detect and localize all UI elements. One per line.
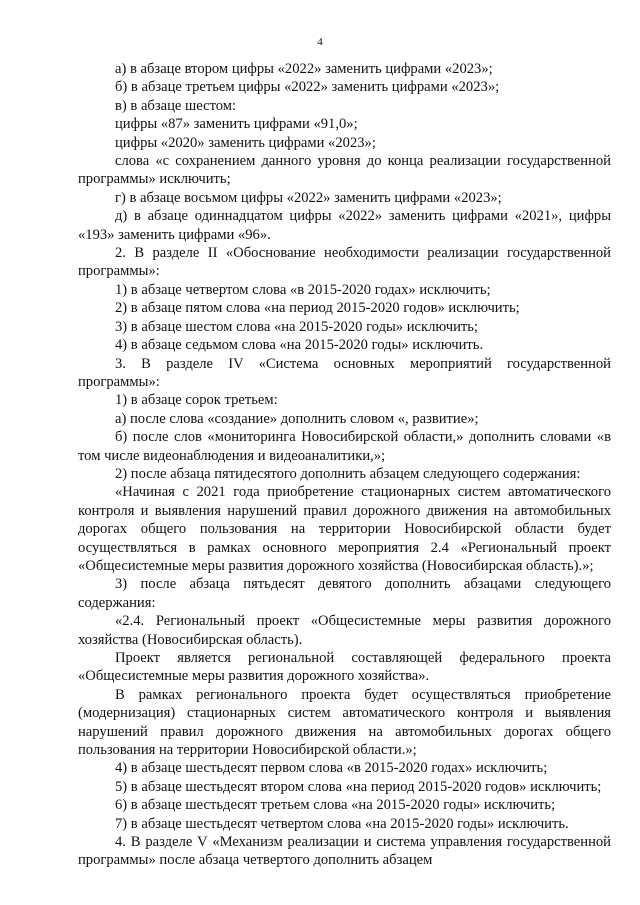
paragraph: 4) в абзаце шестьдесят первом слова «в 2015-2020 годах» исключить; [115, 760, 548, 777]
paragraph: 1) в абзаце четвертом слова «в 2015-2020 годах» исключить; [115, 281, 491, 298]
paragraph: 7) в абзаце шестьдесят четвертом слова «на 2015-2020 годы» исключить. [115, 815, 569, 832]
paragraph: «Начиная с 2021 года приобретение стационарных систем автоматического контроля и выявления нарушений правил дорожного движения на автомобильных дорогах общего пользования на территории Новосибирской области будет осуществляться в рамках основного мероприятия 2.4 «Региональный проект «Общесистемные меры развития дорожного хозяйства (Новосибирская область).»; [78, 484, 611, 574]
paragraph: в) в абзаце шестом: [115, 97, 237, 114]
paragraph: В рамках регионального проекта будет осуществляться приобретение (модернизация) стационарных систем автоматического контроля и выявления нарушений правил дорожного движения на автомобильных дорогах общего пользования на территории Новосибирской области.»; [78, 686, 611, 759]
paragraph: 4) в абзаце седьмом слова «на 2015-2020 годы» исключить. [115, 337, 484, 354]
paragraph: б) после слов «мониторинга Новосибирской области,» дополнить словами «в том числе видеонаблюдения и видеоаналитики,»; [78, 429, 611, 464]
paragraph: 3. В разделе IV «Система основных мероприятий государственной программы»: [78, 355, 611, 390]
paragraph: 2) в абзаце пятом слова «на период 2015-2020 годов» исключить; [115, 300, 520, 317]
paragraph: 5) в абзаце шестьдесят втором слова «на период 2015-2020 годов» исключить; [115, 778, 602, 795]
paragraph: а) после слова «создание» дополнить словом «, развитие»; [115, 410, 479, 427]
paragraph: «2.4. Региональный проект «Общесистемные меры развития дорожного хозяйства (Новосибирская область). [78, 613, 611, 648]
paragraph: д) в абзаце одиннадцатом цифры «2022» заменить цифрами «2021», цифры «193» заменить цифрами «96». [78, 208, 611, 243]
paragraph: г) в абзаце восьмом цифры «2022» заменить цифрами «2023»; [115, 189, 502, 206]
paragraph: 3) в абзаце шестом слова «на 2015-2020 годы» исключить; [115, 318, 478, 335]
paragraph: слова «с сохранением данного уровня до конца реализации государственной программы» исключить; [78, 153, 611, 188]
paragraph: б) в абзаце третьем цифры «2022» заменить цифрами «2023»; [115, 79, 500, 96]
paragraph: 6) в абзаце шестьдесят третьем слова «на 2015-2020 годы» исключить; [115, 797, 556, 814]
paragraph: 2. В разделе II «Обоснование необходимости реализации государственной программы»: [78, 245, 611, 280]
document-body [78, 60, 611, 870]
paragraph: 1) в абзаце сорок третьем: [115, 392, 278, 409]
paragraph: Проект является региональной составляющей федерального проекта «Общесистемные меры развития дорожного хозяйства». [78, 650, 611, 685]
paragraph: 4. В разделе V «Механизм реализации и система управления государственной программы» после абзаца четвертого дополнить абзацем [78, 834, 611, 869]
paragraph: 3) после абзаца пятьдесят девятого дополнить абзацами следующего содержания: [78, 576, 611, 611]
paragraph: 2) после абзаца пятидесятого дополнить абзацем следующего содержания: [115, 465, 581, 482]
paragraph: цифры «2020» заменить цифрами «2023»; [115, 134, 376, 151]
page-number: 4 [317, 36, 323, 48]
paragraph: а) в абзаце втором цифры «2022» заменить цифрами «2023»; [115, 61, 493, 77]
paragraph: цифры «87» заменить цифрами «91,0»; [115, 116, 358, 133]
